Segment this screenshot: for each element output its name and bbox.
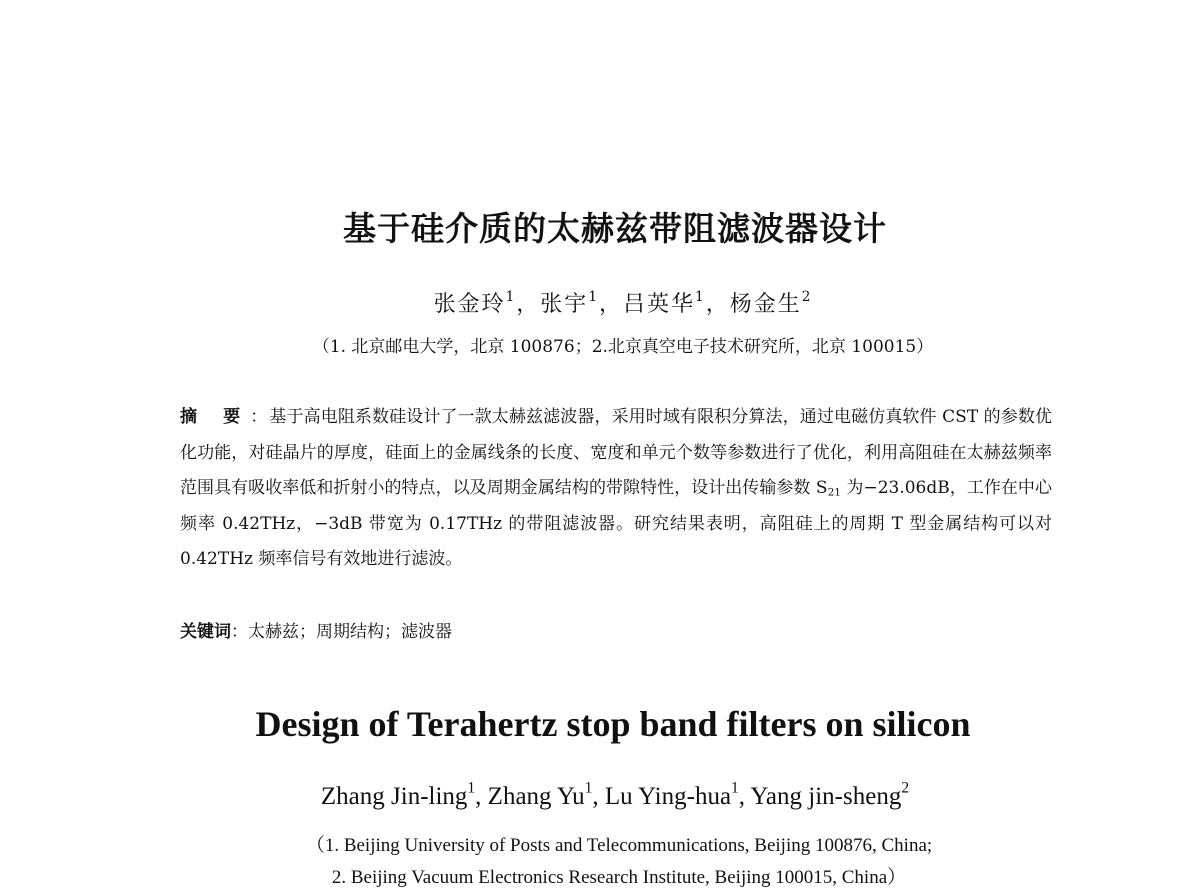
keywords-colon: ： (231, 622, 248, 642)
abstract-label: 摘 要 (180, 407, 251, 427)
author-separator: ， (516, 292, 541, 317)
author-affiliation-mark: 2 (901, 779, 910, 797)
author-affiliation-mark: 1 (588, 288, 599, 305)
keywords-label: 关键词 (180, 622, 231, 642)
author-separator: ， (598, 292, 623, 317)
author-affiliation-mark: 1 (505, 288, 517, 305)
author-name: Zhang Jin-ling (320, 783, 468, 810)
abstract-text-continued: 为−23.06dB，工作在中心频率 0.42THz，−3dB 带宽为 0.17THz 的带阻滤波器。研究结果表明，高阻硅上的周期 T 型金属结构可以对 0.42THz 频率信号有效地进行滤波。 (180, 478, 1052, 569)
author-name: Lu Ying-hua (604, 783, 732, 810)
english-title: Design of Terahertz stop band filters on silicon (255, 704, 971, 744)
abstract-colon: ： (250, 407, 268, 427)
abstract-text: 基于高电阻系数硅设计了一款太赫兹滤波器，采用时域有限积分算法，通过电磁仿真软件 CST 的参数优化功能，对硅晶片的厚度，硅面上的金属线条的长度、宽度和单元个数等参数进行了优化，利用高阻硅在太赫兹频率范围具有吸收率低和折射小的特点，以及周期金属结构的带隙特性，设计出传输参数 S (180, 407, 1052, 498)
author-affiliation-mark: 2 (801, 288, 813, 305)
author-separator: , (592, 783, 605, 810)
english-affiliation-line-2: 2. Beijing Vacuum Electronics Research Institute, Beijing 100015, China） (331, 867, 907, 888)
chinese-keywords (180, 617, 452, 642)
author-name: Yang jin-sheng (750, 783, 902, 810)
author-separator: ， (705, 292, 730, 317)
author-affiliation-mark: 1 (467, 779, 476, 797)
english-affiliation-line-1: （1. Beijing University of Posts and Telecommunications, Beijing 100876, China; (305, 835, 933, 856)
author-separator: , (475, 783, 488, 810)
author-separator: , (738, 783, 751, 810)
author-affiliation-mark: 1 (695, 288, 706, 305)
chinese-abstract (180, 400, 1052, 578)
chinese-authors (24, 287, 1198, 318)
author-affiliation-mark: 1 (584, 779, 593, 797)
abstract-subscript: 21 (827, 486, 841, 499)
author-affiliation-mark: 1 (731, 779, 739, 797)
author-name: 张金玲 (433, 292, 506, 317)
english-authors (16, 779, 1198, 811)
keywords-text: 太赫兹；周期结构；滤波器 (248, 622, 452, 642)
chinese-title: 基于硅介质的太赫兹带阻滤波器设计 (343, 209, 887, 248)
author-name: 张宇 (540, 292, 589, 317)
chinese-affiliation: （1. 北京邮电大学，北京 100876；2.北京真空电子技术研究所，北京 100015） (312, 337, 934, 357)
author-name: 吕英华 (623, 292, 696, 317)
author-name: 杨金生 (729, 292, 802, 317)
author-name: Zhang Yu (487, 783, 585, 810)
